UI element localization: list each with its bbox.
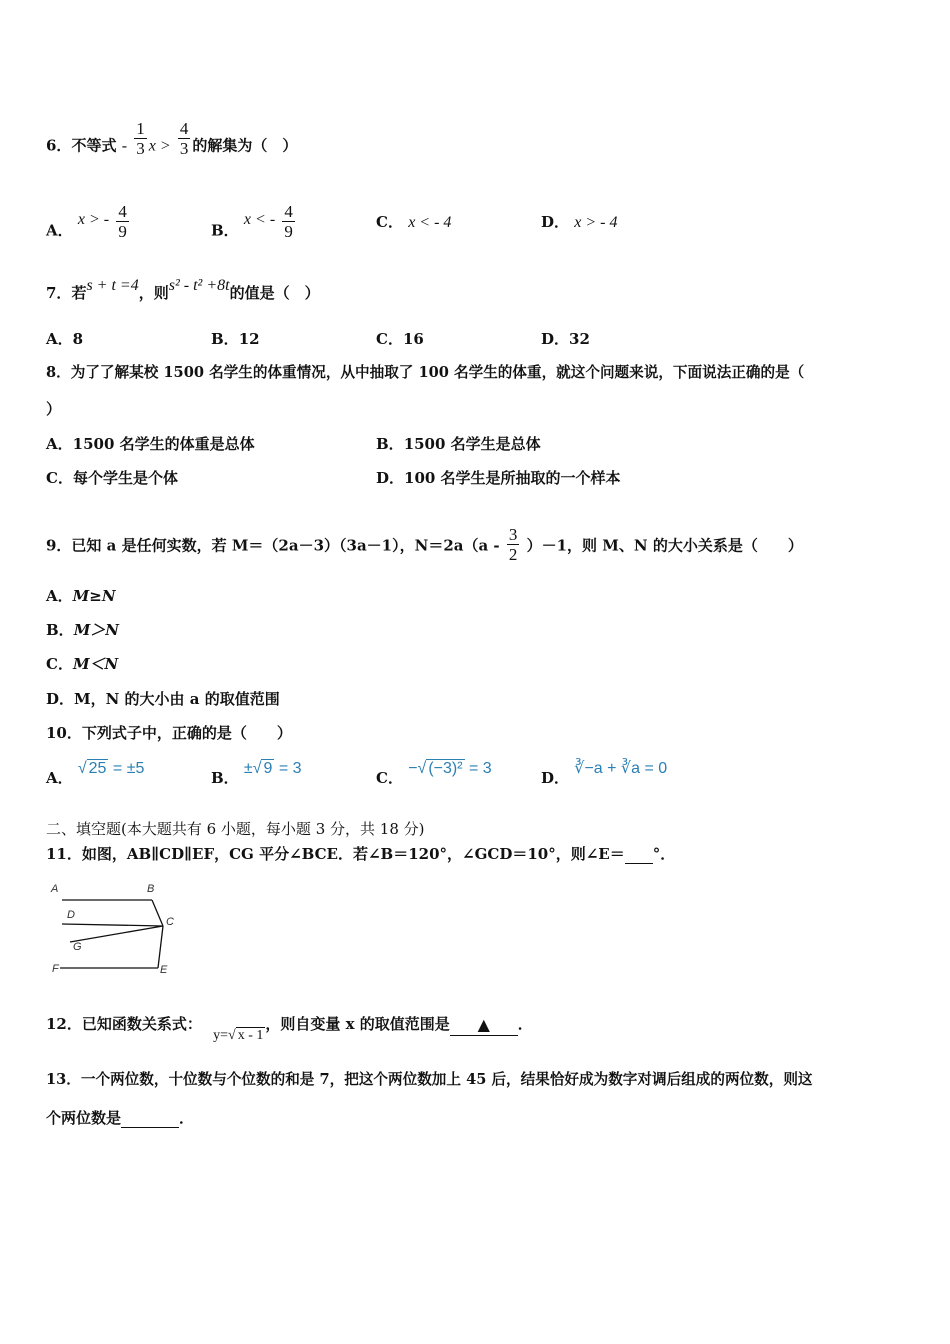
q6-option-c[interactable] (376, 212, 451, 233)
q6-option-d[interactable] (541, 212, 617, 233)
question-6-stem (46, 119, 298, 166)
q10-option-d[interactable] (541, 760, 668, 789)
q11-stem-text: 11．如图，AB∥CD∥EF，CG 平分∠BCE．若∠B＝120°，∠GCD＝10°，则∠E＝ (46, 845, 625, 863)
q10-b-sqrt-sign: ±√ (243, 760, 262, 777)
q10-option-c-expr (408, 760, 492, 777)
q6-frac1-den: 3 (136, 139, 145, 158)
q9-option-d-text: M，N 的大小由 a 的取值范围 (74, 690, 280, 708)
q6-neg: - (121, 137, 128, 155)
q9-option-b[interactable] (46, 620, 119, 640)
q6-frac2-den: 3 (179, 139, 189, 158)
q9-option-b-text: M＞N (73, 621, 120, 639)
q10-b-radicand: 9 (263, 760, 273, 777)
q6-frac2-num: 4 (179, 119, 189, 138)
q7-option-b-label: B． (211, 330, 239, 348)
q6-option-b-fraction (282, 202, 295, 241)
label-e: E (160, 964, 168, 976)
q9-option-c-text: M＜N (72, 655, 119, 673)
q7-option-c-label: C． (376, 330, 403, 348)
question-8-stem-line2: ） (46, 400, 62, 418)
q8-option-b[interactable] (376, 434, 541, 454)
q10-option-b-expr (244, 760, 302, 777)
q12-answer-blank[interactable] (450, 1017, 518, 1036)
q8-option-b-text: 1500 名学生是总体 (403, 435, 541, 453)
question-8-stem-line1: 8．为了了解某校 1500 名学生的体重情况，从中抽取了 100 名学生的体重，就这个问题来说，下面说法正确的是（ (46, 364, 805, 381)
q8-option-c-label: C． (46, 469, 73, 487)
q9-option-d-label: D． (46, 690, 75, 708)
q10-option-b-label: B． (211, 769, 239, 787)
q12-func-lhs: y= (213, 1028, 229, 1043)
q6-fraction-2 (178, 119, 191, 158)
label-d: D (67, 909, 75, 921)
q13-line2-text: 个两位数是 (46, 1109, 122, 1127)
q12-func-radicand: x - 1 (237, 1028, 264, 1043)
q13-answer-blank[interactable] (121, 1111, 179, 1128)
q10-c-sqrt-sign: −√ (408, 760, 427, 777)
q8-option-a-label: A． (46, 435, 73, 453)
q7-option-b[interactable] (211, 329, 260, 349)
q10-option-d-label: D． (541, 769, 570, 787)
q10-option-c-label: C． (376, 769, 403, 787)
q10-c-result: = 3 (464, 760, 492, 777)
q10-option-a-label: A． (46, 769, 73, 787)
q6-option-a-label: A． (46, 221, 73, 240)
q7-option-a-label: A． (46, 330, 73, 348)
q6-fraction-1 (134, 119, 147, 158)
section-2-heading: 二、填空题(本大题共有 6 小题，每小题 3 分，共 18 分) (46, 820, 425, 838)
triangle-icon: ▲ (477, 1015, 490, 1034)
segment-ce (158, 926, 163, 968)
label-g: G (73, 941, 82, 953)
q9-option-a-text: M≥N (72, 587, 116, 605)
q6-frac1-num: 1 (136, 119, 145, 138)
q10-a-radicand: 25 (88, 760, 107, 777)
q7-mid: ，则 (138, 284, 169, 302)
q9-frac-den: 2 (508, 545, 518, 564)
question-11-stem (46, 844, 675, 864)
q8-option-d-text: 100 名学生是所抽取的一个样本 (404, 469, 621, 487)
q6-option-c-text: x < - 4 (408, 214, 452, 231)
label-b: B (147, 883, 155, 895)
q7-option-d-text: 32 (569, 330, 590, 348)
q6-option-d-text: x > - 4 (574, 214, 618, 231)
question-13-stem-line2 (46, 1108, 194, 1128)
q7-number: 7． (46, 284, 72, 302)
label-a: A (51, 883, 59, 895)
question-12-stem (46, 1014, 533, 1043)
q7-expression: s² - t² +8t (168, 277, 230, 294)
q10-option-c[interactable] (376, 760, 492, 789)
q6-option-a[interactable] (46, 202, 131, 251)
q7-option-c-text: 16 (402, 330, 424, 348)
q6-b-den: 9 (284, 222, 293, 241)
q6-option-d-label: D． (541, 213, 570, 231)
q11-figure (48, 878, 183, 978)
q11-end: °． (652, 845, 676, 863)
q10-option-a[interactable] (46, 760, 145, 789)
q6-prefix: 不等式 (71, 136, 117, 155)
q10-option-b[interactable] (211, 760, 302, 789)
q8-option-c-text: 每个学生是个体 (72, 469, 178, 487)
q6-number: 6． (46, 136, 72, 155)
q9-option-c[interactable] (46, 654, 118, 674)
q10-option-a-expr (78, 760, 145, 777)
q6-option-b[interactable] (211, 202, 297, 251)
segment-bc (152, 900, 163, 926)
q8-option-d[interactable] (376, 468, 621, 488)
q11-answer-blank[interactable] (625, 847, 653, 864)
q10-c-radicand: (−3)² (428, 760, 463, 777)
q7-option-d-label: D． (541, 330, 570, 348)
q6-b-num: 4 (284, 202, 293, 221)
q6-option-a-lhs: x > - (77, 210, 110, 228)
q6-suffix: 的解集为（ ） (192, 136, 298, 155)
q9-option-a[interactable] (46, 586, 116, 606)
q7-option-c[interactable] (376, 329, 424, 349)
q9-part2: ）－1，则 M、N 的大小关系是（ ） (526, 536, 803, 555)
q6-mid: x > (148, 137, 171, 155)
q12-end: ． (517, 1015, 533, 1033)
q12-suffix: ，则自变量 x 的取值范围是 (265, 1015, 450, 1033)
q8-option-d-label: D． (376, 469, 405, 487)
q9-frac-num: 3 (508, 525, 518, 544)
question-7-stem (46, 277, 320, 304)
question-13-stem-line1: 13．一个两位数，十位数与个位数的和是 7，把这个两位数加上 45 后，结果恰好成为数字对调后组成的两位数，则这 (46, 1071, 813, 1088)
q10-a-result: = ±5 (108, 760, 145, 777)
q6-option-b-label: B． (211, 221, 239, 240)
q10-b-result: = 3 (274, 760, 302, 777)
q9-fraction (507, 525, 520, 564)
segment-gc (70, 926, 163, 942)
q7-prefix: 若 (71, 284, 87, 302)
q6-option-b-lhs: x < - (243, 210, 276, 228)
q6-a-num: 4 (118, 202, 127, 221)
question-9-stem (46, 527, 803, 566)
q7-option-a[interactable] (46, 329, 83, 349)
segment-dc (62, 924, 163, 926)
q10-a-sqrt-sign: √ (77, 760, 87, 777)
label-f: F (52, 963, 59, 975)
q9-option-d[interactable] (46, 689, 280, 709)
q7-option-b-text: 12 (238, 330, 260, 348)
q8-option-c[interactable] (46, 468, 178, 488)
q13-end: ． (179, 1109, 195, 1127)
q12-function: y=√ x - 1 (213, 1028, 264, 1043)
question-10-stem: 10．下列式子中，正确的是（ ） (46, 724, 292, 742)
q7-condition: s + t =4 (86, 277, 139, 294)
q7-option-d[interactable] (541, 329, 590, 349)
q6-a-den: 9 (118, 222, 127, 241)
q9-part1: 9．已知 a 是任何实数，若 M＝（2a－3）（3a－1），N＝2a（a - (46, 536, 500, 555)
q6-option-c-label: C． (376, 213, 403, 231)
q6-option-a-fraction (116, 202, 129, 241)
q8-option-b-label: B． (376, 435, 404, 453)
q8-option-a[interactable] (46, 434, 255, 454)
q7-option-a-text: 8 (72, 330, 84, 348)
q10-option-d-expr: ∛−a + ∛a = 0 (574, 760, 668, 777)
q9-option-c-label: C． (46, 655, 73, 673)
q12-prefix: 12．已知函数关系式： (46, 1015, 202, 1033)
q7-suffix: 的值是（ ） (229, 284, 320, 302)
q9-option-a-label: A． (46, 587, 73, 605)
q9-option-b-label: B． (46, 621, 74, 639)
label-c: C (166, 916, 174, 928)
q8-option-a-text: 1500 名学生的体重是总体 (72, 435, 255, 453)
